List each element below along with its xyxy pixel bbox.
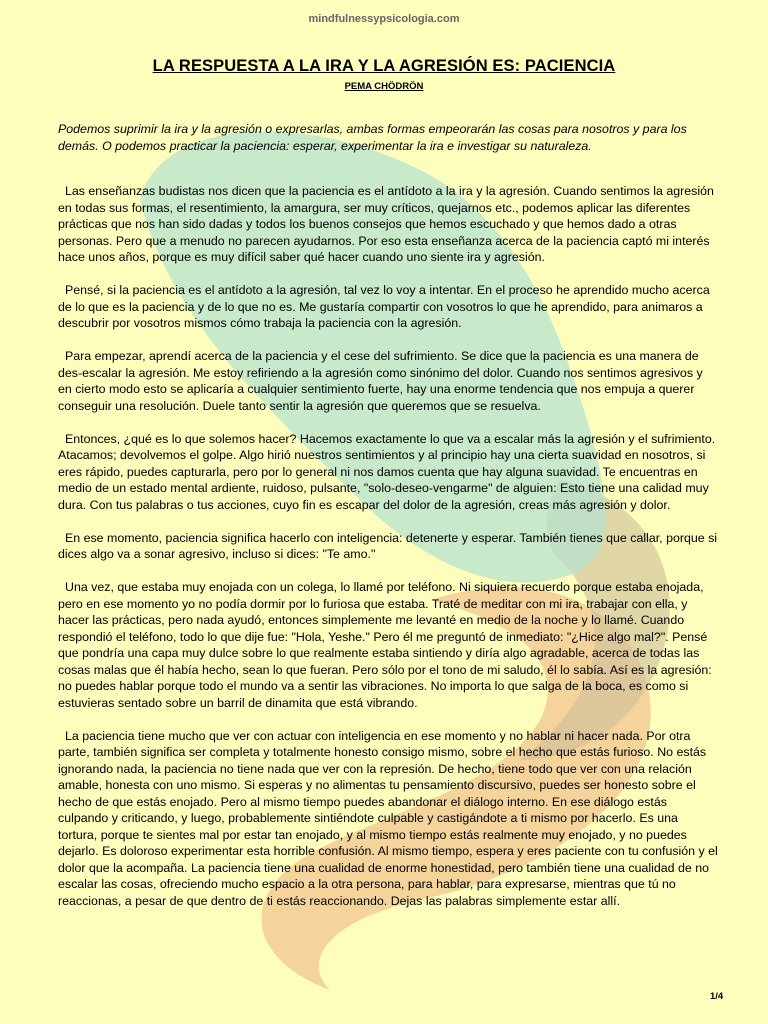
body-paragraph: Entonces, ¿qué es lo que solemos hacer? Hacemos exactamente lo que va a escalar más la agresión y el sufrimiento. Atacamos; devolvemos el golpe. Algo hirió nuestros sentimientos y al principio hay una cierta suavidad en nosotros, si eres rápido, puedes capturarla, pero por lo general ni nos damos cuenta que hay alguna suavidad. Te encuentras en medio de un estado mental ardiente, ruidoso, pulsante, "solo-deseo-vengarme" de alguien: Esto tiene una calidad muy dura. Con tus palabras o tus acciones, cuyo fin es escapar del dolor de la agresión, creas más agresión y dolor. — [58, 431, 716, 512]
body-paragraph: La paciencia tiene mucho que ver con actuar con inteligencia en ese momento y no hablar ni hacer nada. Por otra parte, también significa ser completa y totalmente honesto consigo mismo, sobre el hecho que estás furioso. No estás ignorando nada, la paciencia no tiene nada que ver con la represión. De hecho, tiene todo que ver con una relación amable, honesta con uno mismo. Si esperas y no alimentas tu pensamiento discursivo, puedes ser honesto sobre el hecho de que estás enojado. Pero al mismo tiempo puedes abandonar el diálogo interno. En ese diálogo estás culpando y criticando, y luego, probablemente sintiéndote culpable y castigándote a ti mismo por hacerlo. Es una tortura, porque te sientes mal por estar tan enojado, y al mismo tiempo estás realmente muy enojado, y no puedes dejarlo. Es doloroso experimentar esta horrible confusión. Al mismo tiempo, espera y eres paciente con tu confusión y el dolor que la acompaña. La paciencia tiene una cualidad de enorme honestidad, pero también tiene una cualidad de no escalar las cosas, ofreciendo mucho espacio a la otra persona, para hablar, para expresarse, mientras que tú no reaccionas, a pesar de que dentro de ti estás reaccionando. Dejas las palabras simplemente estar allí. — [58, 728, 718, 908]
body-paragraph: Para empezar, aprendí acerca de la paciencia y el cese del sufrimiento. Se dice que la paciencia es una manera de des-escalar la agresión. Me estoy refiriendo a la agresión como sinónimo del dolor. Cuando nos sentimos agresivos y en cierto modo esto se aplicaría a cualquier sentimiento fuerte, hay una enorme tendencia que nos empuja a querer conseguir una resolución. Duele tanto sentir la agresión que queremos que se resuelva. — [58, 349, 703, 413]
body-paragraph: Pensé, si la paciencia es el antídoto a la agresión, tal vez lo voy a intentar. En el proceso he aprendido mucho acerca de lo que es la paciencia y de lo que no es. Me gustaría compartir con vosotros lo que he aprendido, para animaros a descubrir por vosotros mismos cómo trabaja la paciencia con la agresión. — [58, 283, 710, 330]
site-header: mindfulnessypsicologia.com — [308, 13, 460, 25]
article-body — [58, 183, 718, 926]
body-paragraph: Una vez, que estaba muy enojada con un colega, lo llamé por teléfono. Ni siquiera recuerdo porque estaba enojada, pero en ese momento yo no podía dormir por lo furiosa que estaba. Traté de meditar con mi ira, trabajar con ella, y hacer las prácticas, pero nada ayudó, entonces simplemente me levanté en medio de la noche y lo llamé. Cuando respondió el teléfono, todo lo que dije fue: "Hola, Yeshe." Pero él me preguntó de inmediato: "¿Hice algo mal?". Pensé que pondría una capa muy dulce sobre lo que realmente estaba sintiendo y diría algo agradable, acerca de todas las cosas malas que él había hecho, sean lo que fueran. Pero sólo por el tono de mi saludo, él lo sabía. Así es la agresión: no puedes hablar porque todo el mundo va a sentir las vibraciones. No importa lo que salga de la boca, es como si estuvieras sentado sobre un barril de dinamita que está vibrando. — [58, 580, 712, 710]
article-title: LA RESPUESTA A LA IRA Y LA AGRESIÓN ES: PACIENCIA — [152, 57, 616, 75]
article-author: PEMA CHÖDRÖN — [344, 81, 424, 92]
body-paragraph: Las enseñanzas budistas nos dicen que la paciencia es el antídoto a la ira y la agresión. Cuando sentimos la agresión en todas sus formas, el resentimiento, la amargura, ser muy críticos, quejarnos etc., podemos aplicar las diferentes prácticas que nos han sido dadas y todos los buenos consejos que hemos escuchado y que hemos dado a otras personas. Pero que a menudo no parecen ayudarnos. Por eso esta enseñanza acerca de la paciencia captó mi interés hace unos años, porque es muy difícil saber qué hacer cuando uno siente ira y agresión. — [58, 184, 714, 264]
body-paragraph: En ese momento, paciencia significa hacerlo con inteligencia: detenerte y esperar. También tienes que callar, porque si dices algo va a sonar agresivo, incluso si dices: "Te amo." — [58, 530, 718, 561]
page-number: 1/4 — [710, 991, 724, 1002]
article-intro: Podemos suprimir la ira y la agresión o expresarlas, ambas formas empeorarán las cosas para nosotros y para los demás. O podemos practicar la paciencia: esperar, experimentar la ira e investigar su naturaleza. — [58, 122, 687, 153]
